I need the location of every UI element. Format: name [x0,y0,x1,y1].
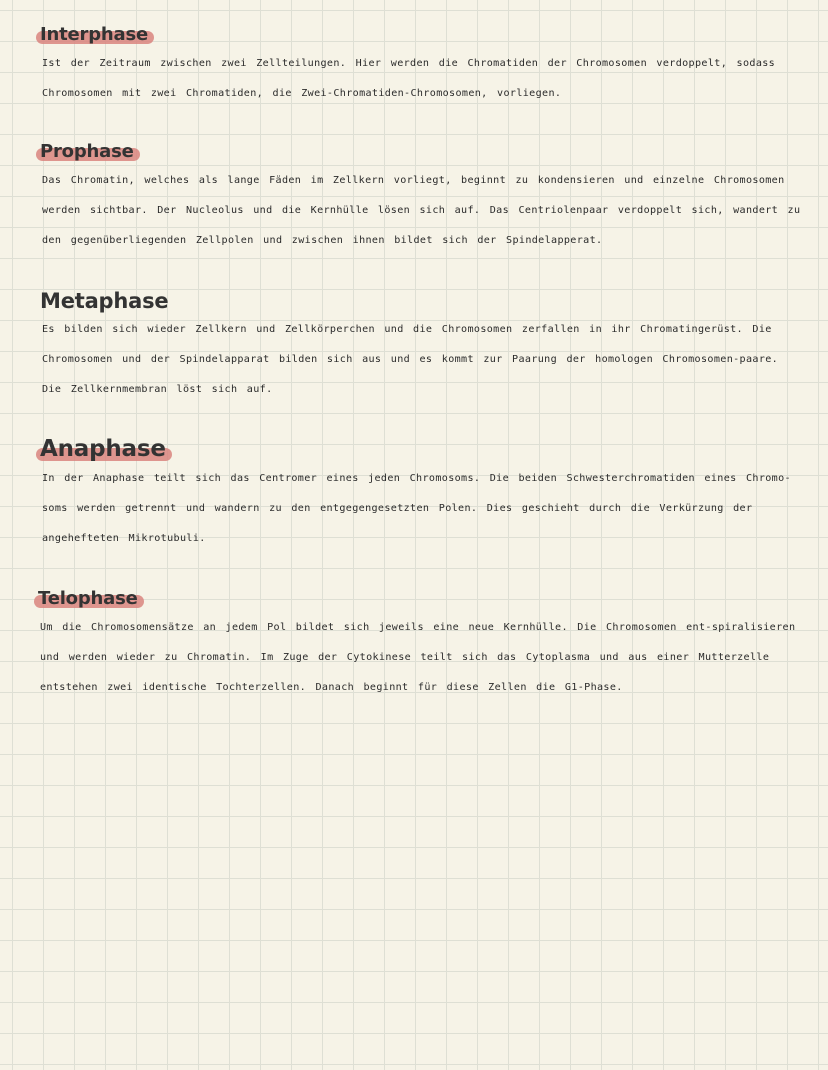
heading-telophase: Telophase [38,588,138,609]
paragraph-telophase: Um die Chromosomensätze an jedem Pol bildet sich jeweils eine neue Kernhülle. Die Chromosomen ent-spiralisieren und werden wieder zu Chromatin. Im Zuge der Cytokinese teilt sich das Cytoplasma und aus einer Mutterzelle entstehen zwei identische Tochterzellen. Danach beginnt für diese Zellen die G1-Phase. [40,622,796,693]
heading-anaphase: Anaphase [40,436,166,462]
section-telophase [38,588,808,703]
section-anaphase [40,436,810,554]
paragraph-interphase: Ist der Zeitraum zwischen zwei Zellteilungen. Hier werden die Chromatiden der Chromosomen verdoppelt, sodass Chromosomen mit zwei Chromatiden, die Zwei-Chromatiden-Chromosomen, vorliegen. [42,58,776,99]
paragraph-prophase: Das Chromatin, welches als lange Fäden im Zellkern vorliegt, beginnt zu kondensieren und einzelne Chromosomen werden sichtbar. Der Nucleolus und die Kernhülle lösen sich auf. Das Centriolenpaar verdoppelt sich, wandert zu den gegenüberliegenden Zellpolen und zwischen ihnen bildet sich der Spindelapperat. [42,175,801,246]
paragraph-metaphase: Es bilden sich wieder Zellkern und Zellkörperchen und die Chromosomen zerfallen in ihr Chromatingerüst. Die Chromosomen und der Spindelapparat bilden sich aus und es kommt zur Paarung der homologen Chromosomen-paare. Die Zellkernmembran löst sich auf. [42,324,779,395]
section-interphase [40,24,810,109]
section-metaphase [40,289,810,405]
heading-metaphase: Metaphase [40,289,169,313]
paragraph-anaphase: In der Anaphase teilt sich das Centromer eines jeden Chromosoms. Die beiden Schwesterchromatiden eines Chromo-soms werden getrennt und wandern zu den entgegengesetzten Polen. Dies geschieht durch die Verkürzung der angehefteten Mikrotubuli. [42,473,791,544]
section-prophase [40,141,810,256]
heading-prophase: Prophase [40,141,134,162]
heading-interphase: Interphase [40,24,148,45]
